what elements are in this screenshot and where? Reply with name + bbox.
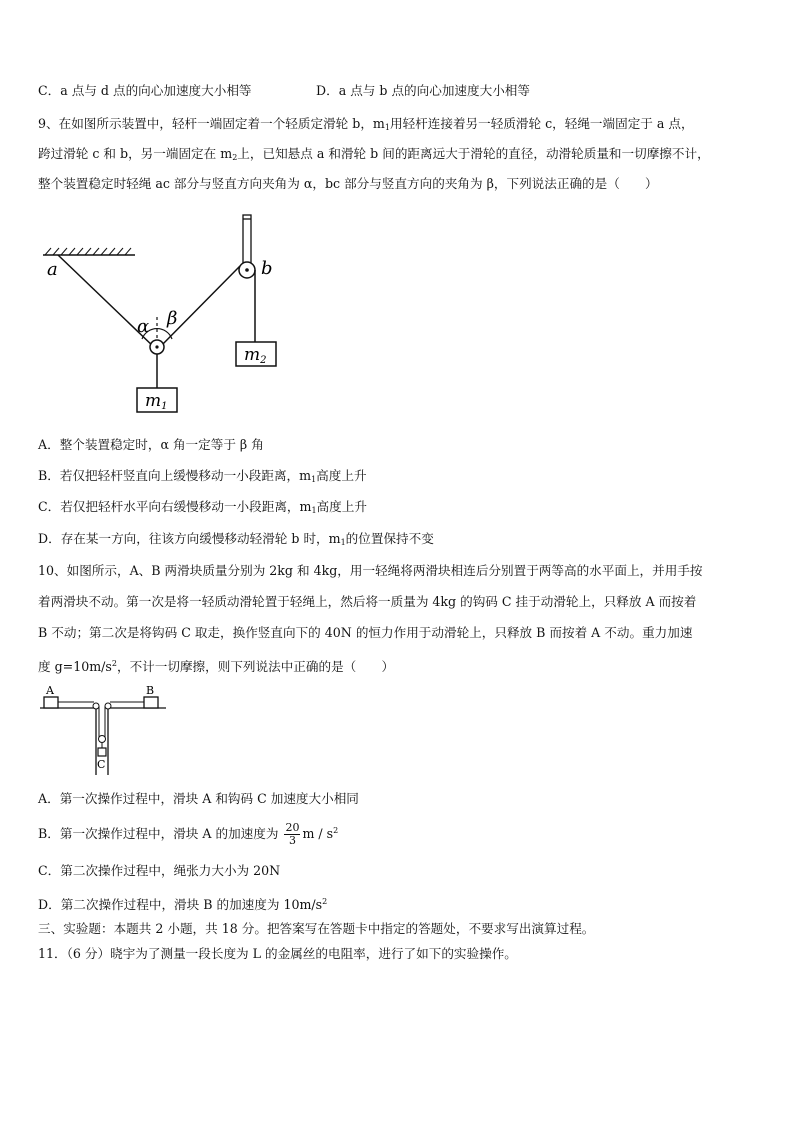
q8-option-d: D．a 点与 b 点的向心加速度大小相等	[316, 83, 530, 98]
q9-option-a: A．整个装置稳定时，α 角一定等于 β 角	[38, 437, 264, 452]
block-a	[44, 697, 58, 708]
corner-pulley-left	[93, 703, 99, 709]
q9-stem-line2: 跨过滑轮 c 和 b，另一端固定在 $m_2$上，已知悬点 a 和滑轮 b 间的距离远大于滑轮的直径，动滑轮质量和一切摩擦不计，	[38, 146, 710, 162]
right-surface	[108, 708, 166, 775]
q10-sliders-figure	[38, 683, 178, 778]
corner-pulley-right	[105, 703, 111, 709]
q10-option-c: C．第二次操作过程中，绳张力大小为 20N	[38, 863, 281, 878]
label-m2: m2	[244, 345, 267, 366]
q10-option-a: A．第一次操作过程中，滑块 A 和钩码 C 加速度大小相同	[38, 791, 359, 806]
fraction-20-over-3: $\frac{20}{3}$	[285, 821, 300, 847]
block-b	[144, 697, 158, 708]
q8-option-c: C．a 点与 d 点的向心加速度大小相等	[38, 83, 252, 98]
q10-stem-line2: 着两滑块不动。第一次是将一轻质动滑轮置于轻绳上，然后将一质量为 4kg 的钩码 C 挂于动滑轮上，只释放 A 而按着	[38, 594, 697, 609]
q9-option-b: B．若仅把轻杆竖直向上缓慢移动一小段距离，$m_1$高度上升	[38, 468, 367, 484]
q10-option-b: B．第一次操作过程中，滑块 A 的加速度为 $\frac{20}{3}$ m / $s^2$	[38, 821, 339, 847]
label-m1: m1	[145, 391, 168, 412]
label-alpha: α	[137, 316, 150, 337]
section-3-heading: 三、实验题：本题共 2 小题，共 18 分。把答案写在答题卡中指定的答题处，不要求写出演算过程。	[38, 921, 595, 936]
q9-pulley-figure	[30, 210, 330, 420]
moving-pulley	[99, 736, 106, 743]
q9-stem-line3: 整个装置稳定时轻绳 ac 部分与竖直方向夹角为 α，bc 部分与竖直方向的夹角为 β，下列说法正确的是（ ）	[38, 176, 658, 191]
q9-option-c: C．若仅把轻杆水平向右缓慢移动一小段距离，$m_1$高度上升	[38, 499, 367, 515]
q10-stem-line1: 10、如图所示，A、B 两滑块质量分别为 2kg 和 4kg，用一轻绳将两滑块相连后分别置于两等高的水平面上，并用手按	[38, 563, 703, 578]
label-b: b	[261, 258, 273, 279]
label-B: B	[146, 684, 155, 697]
left-surface	[40, 708, 96, 775]
ceiling-hatch	[45, 248, 131, 255]
weight-c	[98, 748, 106, 756]
q11-stem: 11．（6 分）晓宇为了测量一段长度为 L 的金属丝的电阻率，进行了如下的实验操作。	[38, 946, 517, 961]
label-a: a	[47, 259, 58, 280]
q10-option-d: D．第二次操作过程中，滑块 B 的加速度为 $10m/s^2$	[38, 897, 328, 912]
q9-stem-line1: 9、在如图所示装置中，轻杆一端固定着一个轻质定滑轮 b，$m_1$用轻杆连接着另一轻质滑轮 c，轻绳一端固定于 a 点，	[38, 116, 694, 132]
q9-option-d: D．存在某一方向，往该方向缓慢移动轻滑轮 b 时，$m_1$的位置保持不变	[38, 531, 434, 547]
label-A: A	[46, 684, 54, 697]
q10-stem-line4: 度 $g=10m/s^2$，不计一切摩擦，则下列说法中正确的是（ ）	[38, 659, 395, 674]
q10-stem-line3: B 不动；第二次是将钩码 C 取走，换作竖直向下的 40N 的恒力作用于动滑轮上，只释放 B 而按着 A 不动。重力加速	[38, 625, 693, 640]
label-C: C	[97, 758, 106, 771]
label-beta: β	[167, 308, 178, 329]
